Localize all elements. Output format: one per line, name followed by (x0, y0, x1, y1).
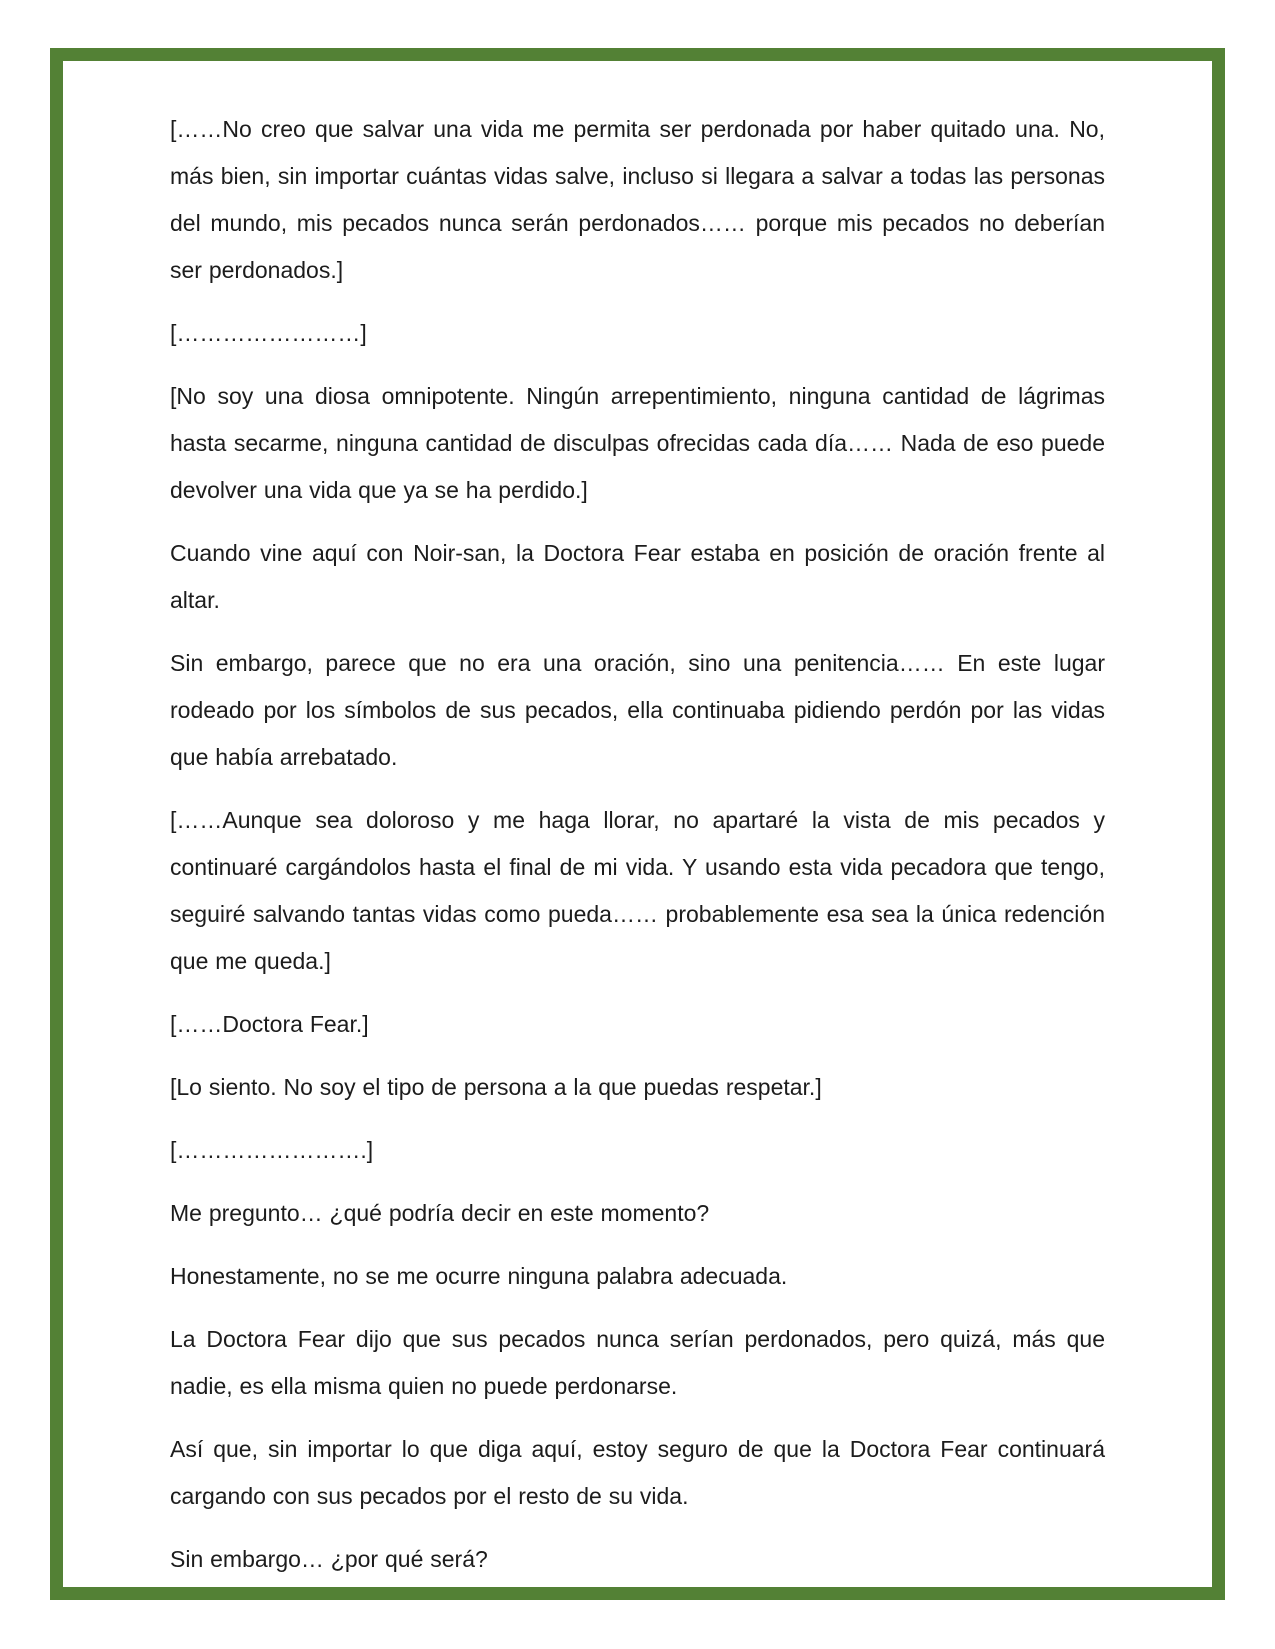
paragraph-dialogue: [No soy una diosa omnipotente. Ningún arrepentimiento, ninguna cantidad de lágrimas hasta secarme, ninguna cantidad de disculpas ofrecidas cada día…… Nada de eso puede devolver una vida que ya se ha perdido.] (170, 383, 1105, 503)
paragraph-silence: [……………………] (170, 320, 367, 346)
paragraph-silence: […………………….] (170, 1137, 374, 1163)
paragraph-narration: Me pregunto… ¿qué podría decir en este momento? (170, 1200, 710, 1226)
paragraph-narration: Cuando vine aquí con Noir-san, la Doctora Fear estaba en posición de oración frente al altar. (170, 540, 1105, 613)
paragraph-dialogue: [……Aunque sea doloroso y me haga llorar, no apartaré la vista de mis pecados y continuaré cargándolos hasta el final de mi vida. Y usando esta vida pecadora que tengo, seguiré salvando tantas vidas como pueda…… probablemente esa sea la única redención que me queda.] (170, 807, 1105, 974)
paragraph-dialogue: [Lo siento. No soy el tipo de persona a la que puedas respetar.] (170, 1074, 822, 1100)
paragraph-narration: Sin embargo, parece que no era una oración, sino una penitencia…… En este lugar rodeado por los símbolos de sus pecados, ella continuaba pidiendo perdón por las vidas que había arrebatado. (170, 650, 1105, 770)
paragraph-narration: La Doctora Fear dijo que sus pecados nunca serían perdonados, pero quizá, más que nadie, es ella misma quien no puede perdonarse. (170, 1326, 1105, 1399)
page-border-frame (50, 48, 1225, 1600)
paragraph-narration: Sin embargo… ¿por qué será? (170, 1546, 488, 1572)
document-text-body (170, 106, 1105, 1583)
paragraph-dialogue: [……No creo que salvar una vida me permita ser perdonada por haber quitado una. No, más bien, sin importar cuántas vidas salve, incluso si llegara a salvar a todas las personas del mundo, mis pecados nunca serán perdonados…… porque mis pecados no deberían ser perdonados.] (170, 116, 1105, 283)
paragraph-dialogue: [……Doctora Fear.] (170, 1011, 369, 1037)
paragraph-narration: Así que, sin importar lo que diga aquí, estoy seguro de que la Doctora Fear continuará cargando con sus pecados por el resto de su vida. (170, 1436, 1105, 1509)
paragraph-narration: Honestamente, no se me ocurre ninguna palabra adecuada. (170, 1263, 788, 1289)
